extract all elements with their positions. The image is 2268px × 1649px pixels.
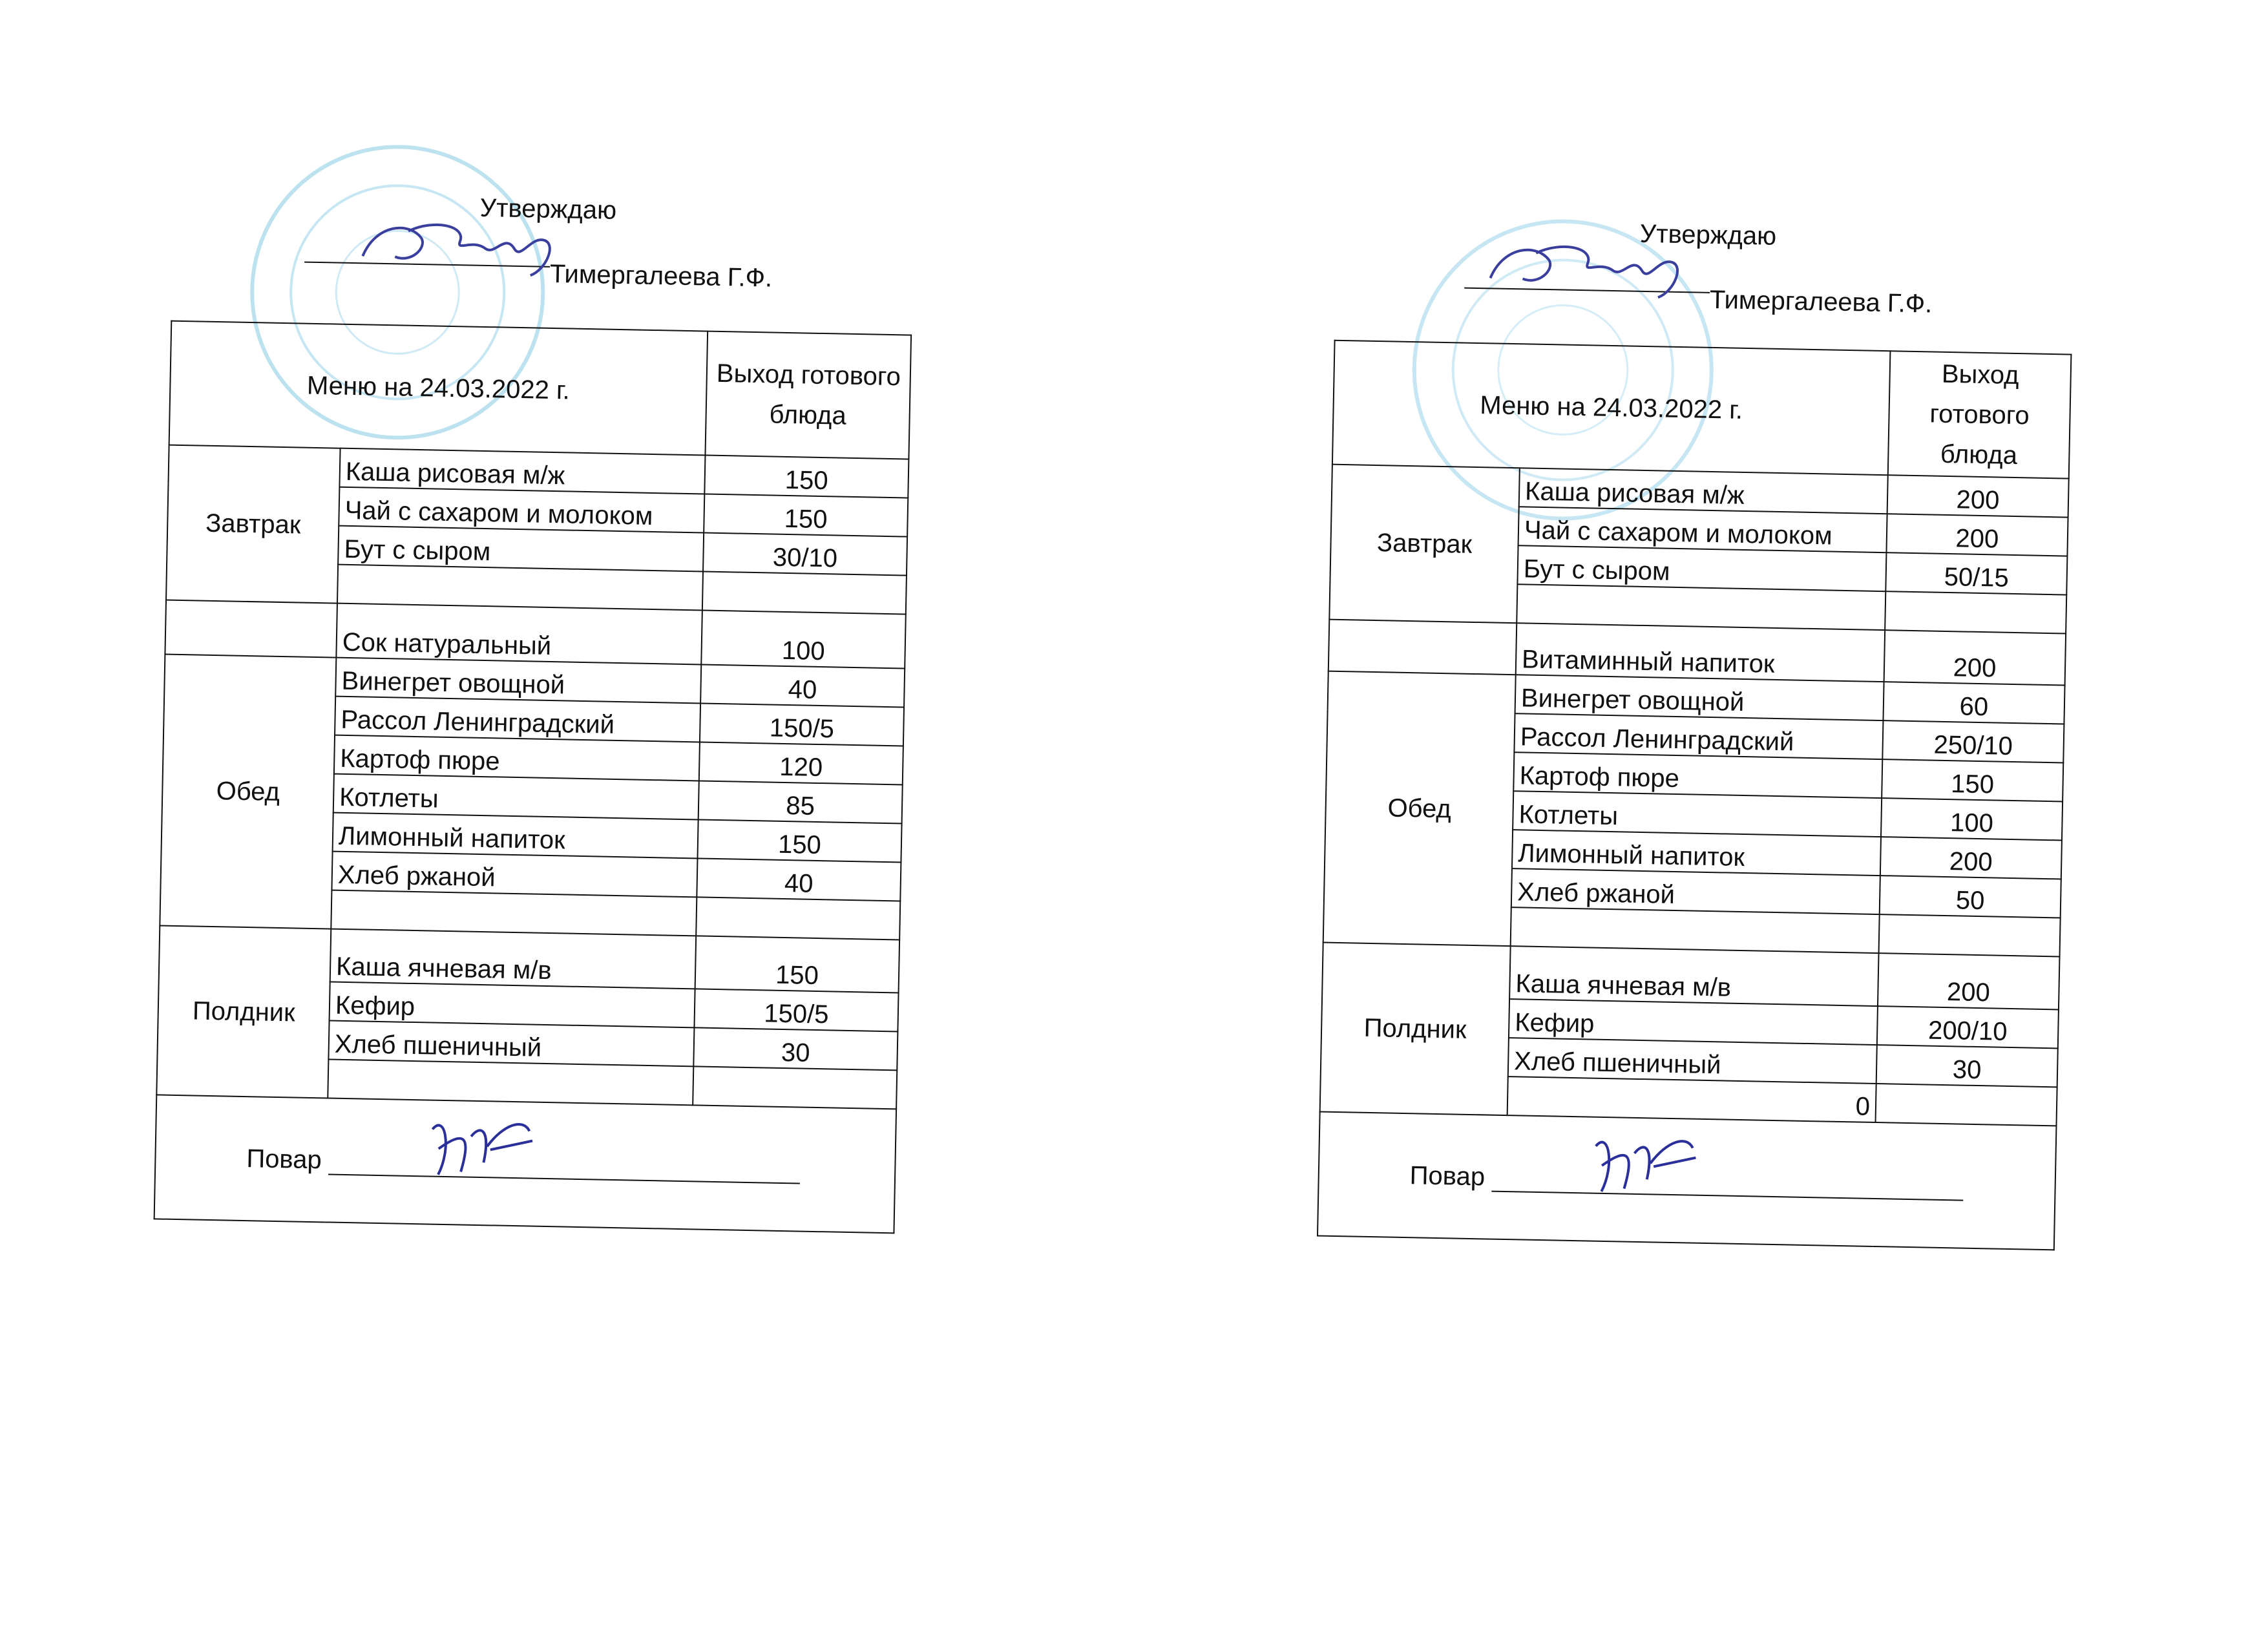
- dish-output: 200: [1886, 514, 2068, 556]
- approver-signature: [350, 211, 564, 286]
- dish-output: 250/10: [1882, 720, 2064, 762]
- dish-name: [331, 890, 697, 936]
- cook-signature-line: [328, 1146, 801, 1184]
- dish-name: Рассол Ленинградский: [1514, 713, 1883, 759]
- approver-signature: [1477, 233, 1692, 308]
- dish-output: 200: [1880, 837, 2062, 879]
- output-header: Выход готового блюда: [1888, 351, 2072, 478]
- dish-output: 30: [1876, 1045, 2058, 1087]
- dish-output: [1879, 914, 2061, 956]
- dish-output: 200: [1887, 475, 2069, 517]
- dish-name: [1517, 584, 1885, 630]
- menu-title: Меню на 24.03.2022 г.: [1332, 341, 1891, 475]
- meal-breakfast-label: Завтрак: [166, 445, 341, 604]
- dish-output: 200: [1878, 953, 2060, 1009]
- dish-name: Чай с сахаром и молоком: [1518, 507, 1887, 552]
- dish-output: 150/5: [694, 989, 898, 1031]
- dish-name: Лимонный напиток: [1512, 830, 1881, 876]
- dish-output: 100: [701, 610, 906, 668]
- dish-name: Бут с сыром: [338, 526, 704, 572]
- dish-output: [696, 897, 900, 940]
- dish-output: 150: [1882, 759, 2063, 801]
- dish-name: 0: [1507, 1077, 1876, 1122]
- dish-output: 50: [1880, 876, 2061, 918]
- dish-name: Хлеб ржаной: [1511, 868, 1880, 914]
- dish-name: Рассол Ленинградский: [335, 697, 700, 742]
- dish-output: 150/5: [700, 703, 904, 746]
- dish-name: Каша рисовая м/ж: [339, 448, 705, 494]
- approve-title: Утверждаю: [1639, 219, 1777, 251]
- dish-name: Хлеб пшеничный: [328, 1021, 694, 1067]
- dish-name: Винегрет овощной: [335, 658, 701, 704]
- meal-afternoon-label: Полдник: [1320, 943, 1511, 1116]
- meal-afternoon-label: Полдник: [156, 925, 331, 1098]
- cook-signature: [425, 1109, 536, 1189]
- dish-name: Картоф пюре: [1513, 752, 1882, 798]
- dish-output: 150: [698, 819, 902, 862]
- dish-name: Лимонный напиток: [333, 813, 698, 859]
- dish-name: Витаминный напиток: [1516, 623, 1885, 682]
- dish-name: Каша ячневая м/в: [330, 929, 696, 989]
- dish-name: Каша рисовая м/ж: [1519, 468, 1888, 514]
- approve-title: Утверждаю: [479, 193, 617, 225]
- dish-name: [337, 565, 703, 611]
- dish-name: Чай с сахаром и молоком: [339, 487, 704, 533]
- dish-name: Бут с сыром: [1517, 545, 1886, 591]
- dish-output: 40: [700, 664, 905, 707]
- dish-output: 85: [698, 781, 903, 823]
- dish-output: 150: [704, 494, 908, 537]
- dish-output: 150: [704, 456, 908, 498]
- dish-output: 50/15: [1885, 552, 2067, 594]
- cook-footer: [1318, 1112, 2056, 1250]
- dish-name: Сок натуральный: [336, 604, 702, 665]
- dish-output: 60: [1883, 682, 2064, 724]
- dish-name: Винегрет овощной: [1515, 675, 1884, 720]
- dish-output: 150: [695, 936, 900, 993]
- snack-meal-cell: [1328, 620, 1517, 675]
- cook-label: Повар: [1409, 1161, 1486, 1192]
- dish-output: 120: [699, 742, 903, 784]
- approval-block: [148, 129, 895, 337]
- meal-lunch-label: Обед: [1323, 671, 1516, 946]
- snack-meal-cell: [165, 600, 337, 658]
- dish-name: Котлеты: [333, 774, 699, 820]
- dish-name: Хлеб ржаной: [331, 852, 697, 898]
- dish-name: Хлеб пшеничный: [1508, 1038, 1877, 1084]
- dish-name: [328, 1060, 693, 1106]
- dish-name: Картоф пюре: [334, 735, 700, 781]
- meal-breakfast-label: Завтрак: [1329, 465, 1520, 624]
- menu-table: [1317, 340, 2072, 1251]
- dish-output: 40: [697, 858, 901, 901]
- dish-output: [1885, 591, 2066, 633]
- cook-label: Повар: [246, 1144, 322, 1175]
- dish-output: [693, 1066, 897, 1109]
- dish-name: Кефир: [330, 982, 695, 1028]
- cook-signature: [1588, 1127, 1699, 1206]
- dish-output: 30/10: [703, 533, 907, 576]
- meal-lunch-label: Обед: [160, 655, 336, 929]
- dish-output: 100: [1881, 798, 2063, 840]
- approver-name: Тимергалеева Г.Ф.: [549, 259, 773, 293]
- output-header: Выход готового блюда: [705, 331, 911, 459]
- dish-output: 200: [1884, 630, 2066, 685]
- dish-output: [1876, 1084, 2057, 1126]
- menu-table: [154, 320, 912, 1234]
- menu-title: Меню на 24.03.2022 г.: [169, 321, 708, 456]
- dish-output: [702, 572, 907, 614]
- dish-output: 30: [693, 1027, 898, 1070]
- dish-name: Кефир: [1509, 999, 1878, 1045]
- approver-name: Тимергалеева Г.Ф.: [1709, 285, 1933, 319]
- dish-name: [1511, 907, 1880, 953]
- dish-output: 200/10: [1877, 1006, 2059, 1048]
- cook-signature-line: [1492, 1162, 1964, 1201]
- dish-name: Котлеты: [1513, 791, 1882, 837]
- cook-footer: [154, 1095, 896, 1233]
- approval-block: [1308, 158, 2055, 366]
- dish-name: Каша ячневая м/в: [1509, 946, 1878, 1006]
